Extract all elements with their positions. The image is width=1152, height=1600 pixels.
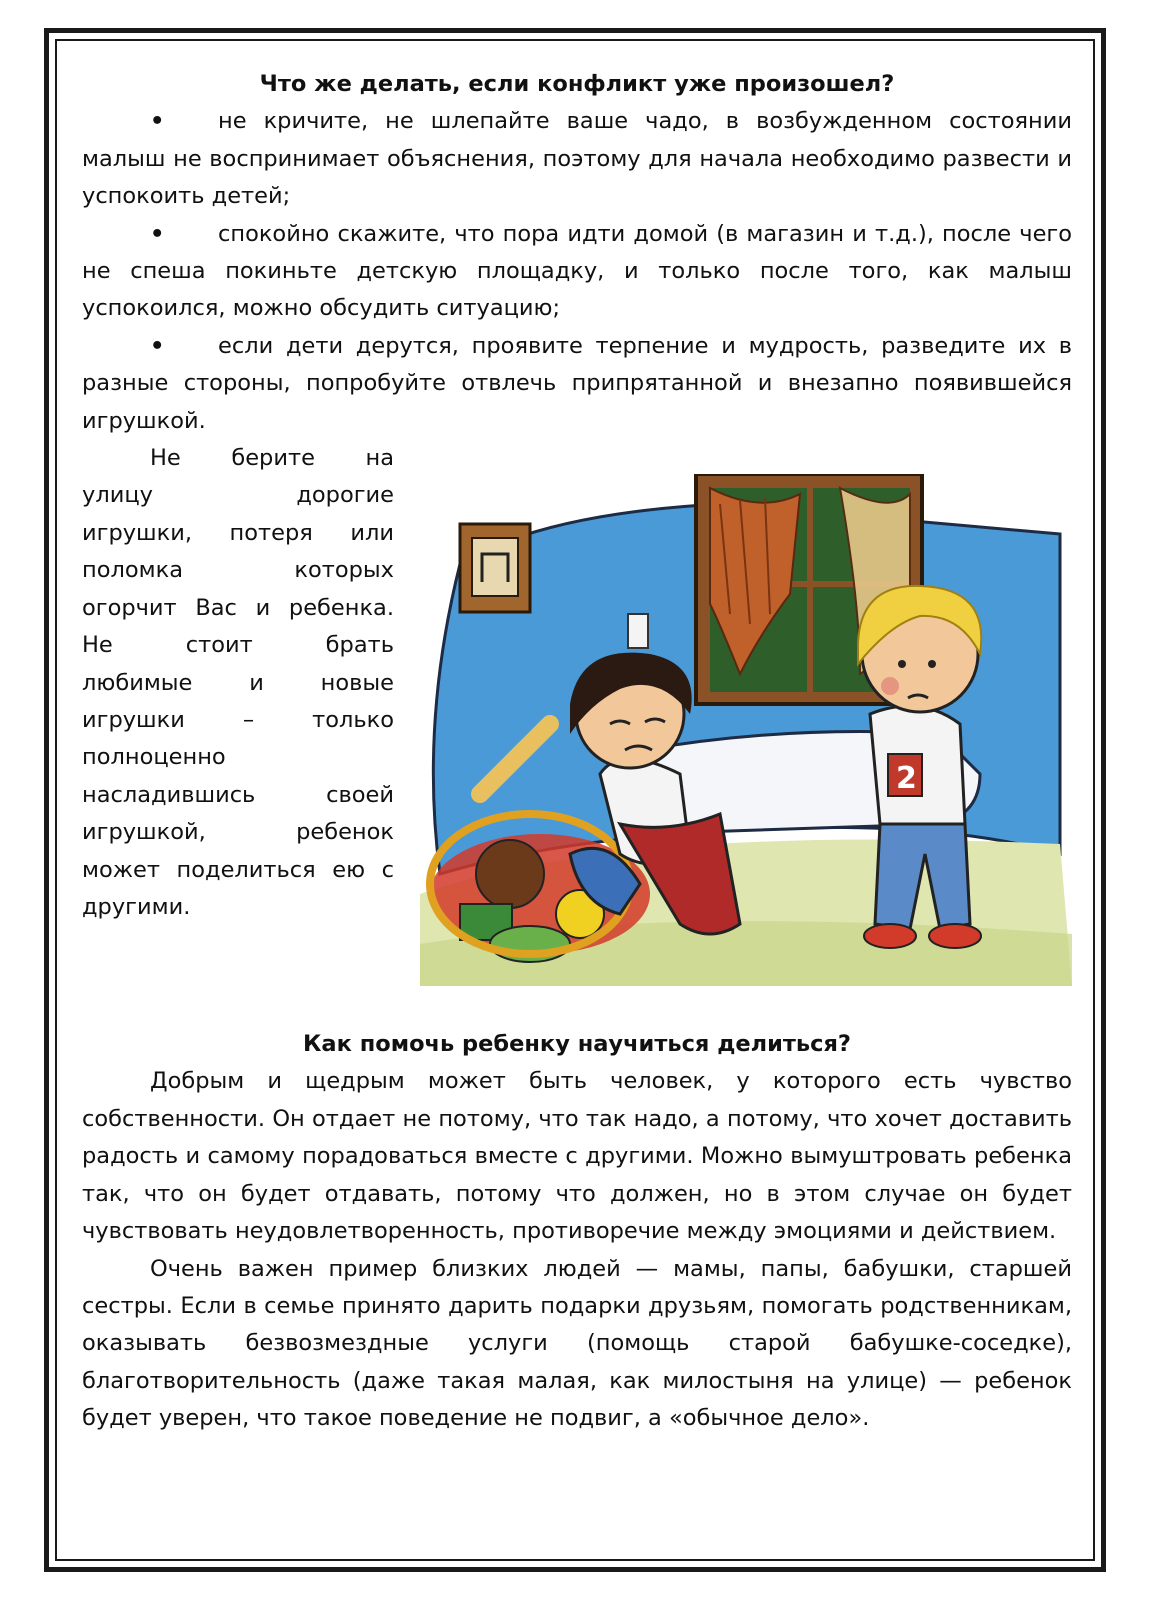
bullet-item-2: [82, 216, 1072, 328]
bullet-symbol: •: [150, 108, 165, 135]
bullet-text-3: если дети дерутся, проявите терпение и мудрость, разведите их в разные стороны, попробуйте отвлечь припрятанной и внезапно появившейся игрушкой.: [82, 332, 1072, 434]
bullet-text-2: спокойно скажите, что пора идти домой (в магазин и т.д.), после чего не спеша покиньте детскую площадку, и только после того, как малыш успокоился, можно обсудить ситуацию;: [82, 220, 1072, 322]
section1-title: Что же делать, если конфликт уже произошел?: [259, 71, 895, 97]
bullet-symbol: •: [150, 332, 165, 359]
bullet-symbol: •: [150, 220, 165, 247]
side-line-2: улицу дорогие: [82, 482, 394, 509]
side-line-12: может поделиться ею с: [82, 856, 394, 883]
side-line-6: Не стоит брать: [82, 632, 394, 659]
side-line-13: другими.: [82, 893, 191, 920]
toys-advice-block: [82, 440, 1072, 996]
document-content: [82, 66, 1072, 1438]
side-line-8: игрушки – только: [82, 706, 394, 733]
side-line-9: полноценно: [82, 744, 226, 771]
children-conflict-illustration: [420, 474, 1072, 986]
side-line-3: игрушки, потеря или: [82, 519, 394, 546]
section-gap: [82, 996, 1072, 1026]
side-line-11: игрушкой, ребенок: [82, 819, 394, 846]
side-line-10: насладившись своей: [82, 781, 394, 808]
toys-advice-text: [82, 440, 394, 926]
side-line-1: Не берите на: [150, 445, 394, 472]
bullet-item-3: [82, 328, 1072, 440]
side-line-7: любимые и новые: [82, 669, 394, 696]
bullet-text-1: не кричите, не шлепайте ваше чадо, в возбужденном состоянии малыш не воспринимает объяснения, поэтому для начала необходимо развести и успокоить детей;: [82, 108, 1072, 210]
section2-title: Как помочь ребенку научиться делиться?: [303, 1031, 851, 1058]
shirt-number: 2: [896, 761, 917, 797]
paragraph-2: Очень важен пример близких людей — мамы, папы, бабушки, старшей сестры. Если в семье принято дарить подарки друзьям, помогать родственникам, оказывать безвозмездные услуги (помощь старой бабушке-соседке), благотворительность (даже такая малая, как милостыня на улице) — ребенок будет уверен, что такое поведение не подвиг, а «обычное дело».: [82, 1255, 1072, 1432]
side-line-5: огорчит Вас и ребенка.: [82, 594, 394, 621]
side-line-4: поломка которых: [82, 557, 394, 584]
paragraph-1: Добрым и щедрым может быть человек, у которого есть чувство собственности. Он отдает не потому, что так надо, а потому, что хочет доставить радость и самому порадоваться вместе с другими. Можно вымуштровать ребенка так, что он будет отдавать, потому что должен, но в этом случае он будет чувствовать неудовлетворенность, противоречие между эмоциями и действием.: [82, 1068, 1072, 1245]
bullet-item-1: [82, 103, 1072, 215]
